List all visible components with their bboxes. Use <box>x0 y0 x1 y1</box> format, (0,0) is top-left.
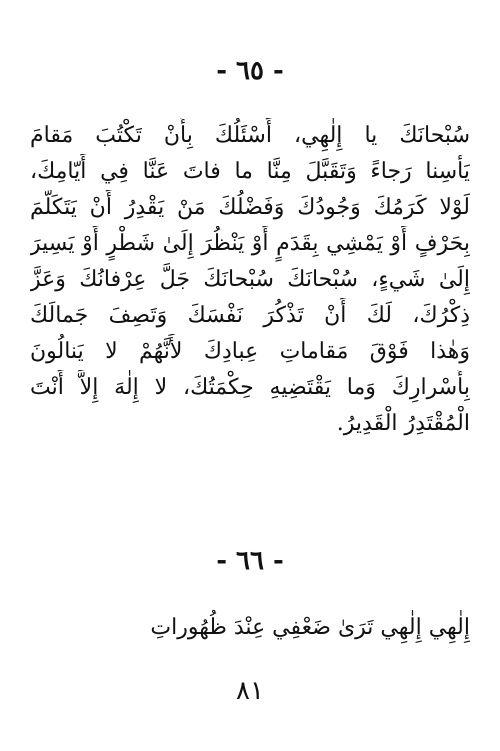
text-line: إِلَىٰ شَيءٍ، سُبْحانَكَ سُبْحانَكَ جَلَّ عِرْفانُكَ وَعَزَّ <box>30 267 470 292</box>
text-line: وَهٰذا فَوْقَ مَقاماتِ عِبادِكَ لأَنَّهُمْ لا يَنالُونَ <box>30 339 470 364</box>
text-line: سُبْحانَكَ يا إِلٰهِي، أَسْئَلُكَ بِأَنْ تَكْتُبَ مَقامَ <box>30 123 470 148</box>
text-line: يَأْسِنا رَجاءً وَتَقَبَّلَ مِنَّا ما فاتَ عَنَّا فِي أَيّامِكَ، <box>30 159 470 184</box>
text-line: إِلٰهِي إِلٰهِي تَرَىٰ ضَعْفِي عِنْدَ ظُهُوراتِ <box>150 615 470 640</box>
prayer-66-text <box>30 610 470 646</box>
text-line: لَوْلا كَرَمُكَ وَجُودُكَ وَفَضْلُكَ مَنْ يَقْدِرُ أَنْ يَتَكَلَّمَ <box>30 195 470 220</box>
text-line: الْمُقْتَدِرُ الْقَدِيرُ. <box>336 411 470 436</box>
text-line: ذِكْرُكَ، لَكَ أَنْ تَذْكُرَ نَفْسَكَ وَتَصِفَ جَمالَكَ <box>30 303 470 328</box>
page-number: ٨١ <box>236 676 264 706</box>
text-line: بِحَرْفٍ أَوْ يَمْشِي بِقَدَمٍ أَوْ يَنْظُرَ إِلَىٰ شَطْرٍ أَوْ يَسِيرَ <box>30 231 470 256</box>
prayer-65-text <box>30 118 470 442</box>
section-number-66: - ٦٦ - <box>216 546 284 576</box>
text-line: بِأَسْرارِكَ وَما يَقْتَضِيهِ حِكْمَتُكَ، لا إِلٰهَ إِلاَّ أَنْتَ <box>30 375 470 400</box>
section-number-65: - ٦٥ - <box>216 56 284 86</box>
